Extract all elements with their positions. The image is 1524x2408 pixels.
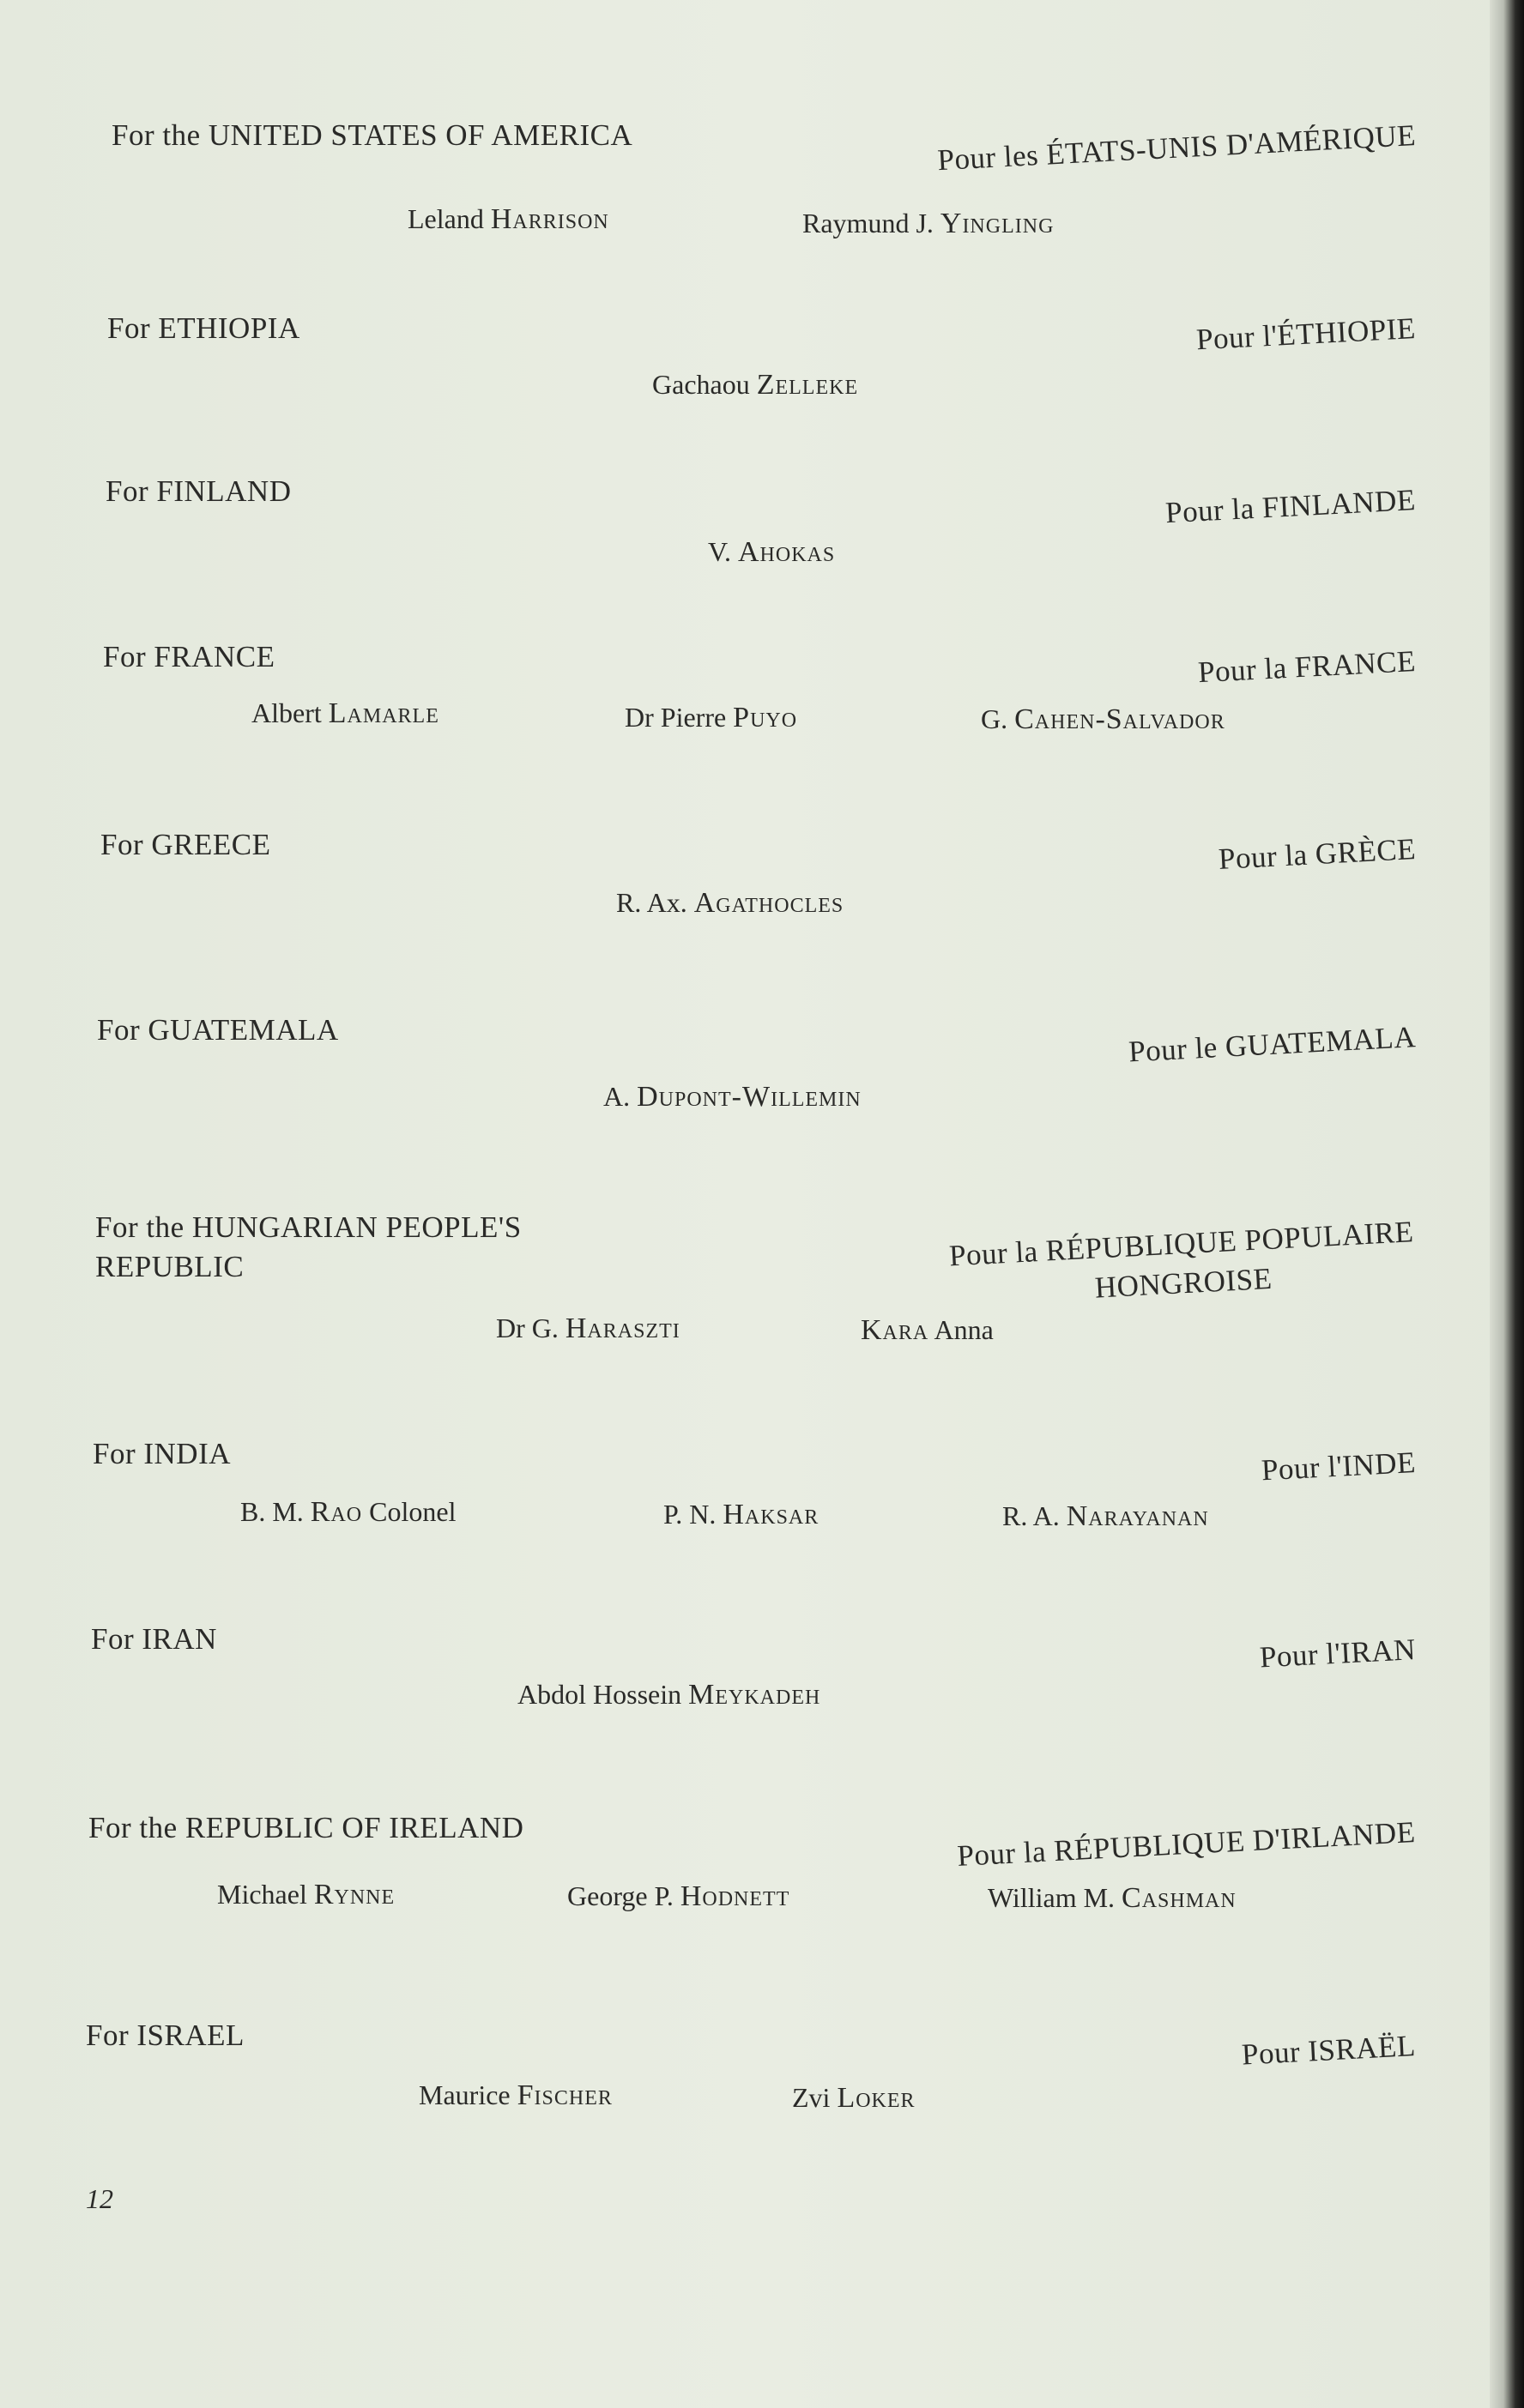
signatory: Zvi Loker bbox=[792, 2082, 916, 2114]
for-label: For the UNITED STATES OF AMERICA bbox=[112, 118, 633, 152]
pour-label: Pour la FRANCE bbox=[1197, 644, 1417, 690]
signatory: R. Ax. Agathocles bbox=[616, 887, 844, 919]
signatory: Maurice Fischer bbox=[419, 2079, 613, 2111]
for-label: For IRAN bbox=[91, 1622, 217, 1656]
page-number: 12 bbox=[86, 2183, 113, 2214]
pour-label: Pour la RÉPUBLIQUE POPULAIRE HONGROISE bbox=[948, 1215, 1415, 1305]
for-label: For ETHIOPIA bbox=[107, 311, 300, 345]
signatory: George P. Hodnett bbox=[567, 1880, 790, 1912]
signatory: Kara Anna bbox=[861, 1314, 994, 1346]
signatory: P. N. Haksar bbox=[663, 1499, 819, 1530]
signatory: Abdol Hossein Meykadeh bbox=[517, 1679, 821, 1711]
pour-label: Pour le GUATEMALA bbox=[1128, 1020, 1417, 1069]
pour-label: Pour la RÉPUBLIQUE D'IRLANDE bbox=[956, 1815, 1417, 1873]
signatory: Raymund J. Yingling bbox=[802, 208, 1055, 239]
signatory: B. M. Rao Colonel bbox=[240, 1496, 457, 1528]
signatory: G. Cahen-Salvador bbox=[981, 703, 1225, 735]
signatory: R. A. Narayanan bbox=[1002, 1500, 1209, 1532]
for-label: For the REPUBLIC OF IRELAND bbox=[88, 1811, 524, 1844]
signatory: Dr G. Haraszti bbox=[496, 1313, 680, 1344]
signatory: Leland Harrison bbox=[408, 203, 609, 235]
pour-label: Pour la FINLANDE bbox=[1164, 483, 1417, 530]
for-label: For INDIA bbox=[93, 1437, 232, 1470]
pour-label: Pour ISRAËL bbox=[1241, 2029, 1417, 2072]
signatory: Albert Lamarle bbox=[251, 697, 439, 729]
signatory: Michael Rynne bbox=[217, 1879, 396, 1910]
pour-label: Pour l'IRAN bbox=[1259, 1632, 1417, 1675]
pour-label: Pour l'ÉTHIOPIE bbox=[1195, 311, 1417, 357]
for-label: For FRANCE bbox=[103, 640, 275, 673]
pour-label: Pour les ÉTATS-UNIS D'AMÉRIQUE bbox=[936, 118, 1417, 178]
for-label: For ISRAEL bbox=[86, 2019, 245, 2052]
for-label: For GUATEMALA bbox=[97, 1013, 339, 1047]
signatory: Dr Pierre Puyo bbox=[625, 702, 798, 733]
for-label: For the HUNGARIAN PEOPLE'S REPUBLIC bbox=[95, 1210, 522, 1283]
signatory: William M. Cashman bbox=[988, 1882, 1237, 1914]
signatory: A. Dupont-Willemin bbox=[603, 1081, 862, 1113]
for-label: For FINLAND bbox=[106, 474, 292, 508]
signatory: Gachaou Zelleke bbox=[652, 369, 859, 401]
pour-label: Pour l'INDE bbox=[1260, 1445, 1417, 1488]
for-label: For GREECE bbox=[100, 828, 271, 861]
page-edge-shadow bbox=[1490, 0, 1524, 2408]
signatory: V. Ahokas bbox=[708, 536, 836, 568]
pour-label: Pour la GRÈCE bbox=[1217, 832, 1417, 877]
